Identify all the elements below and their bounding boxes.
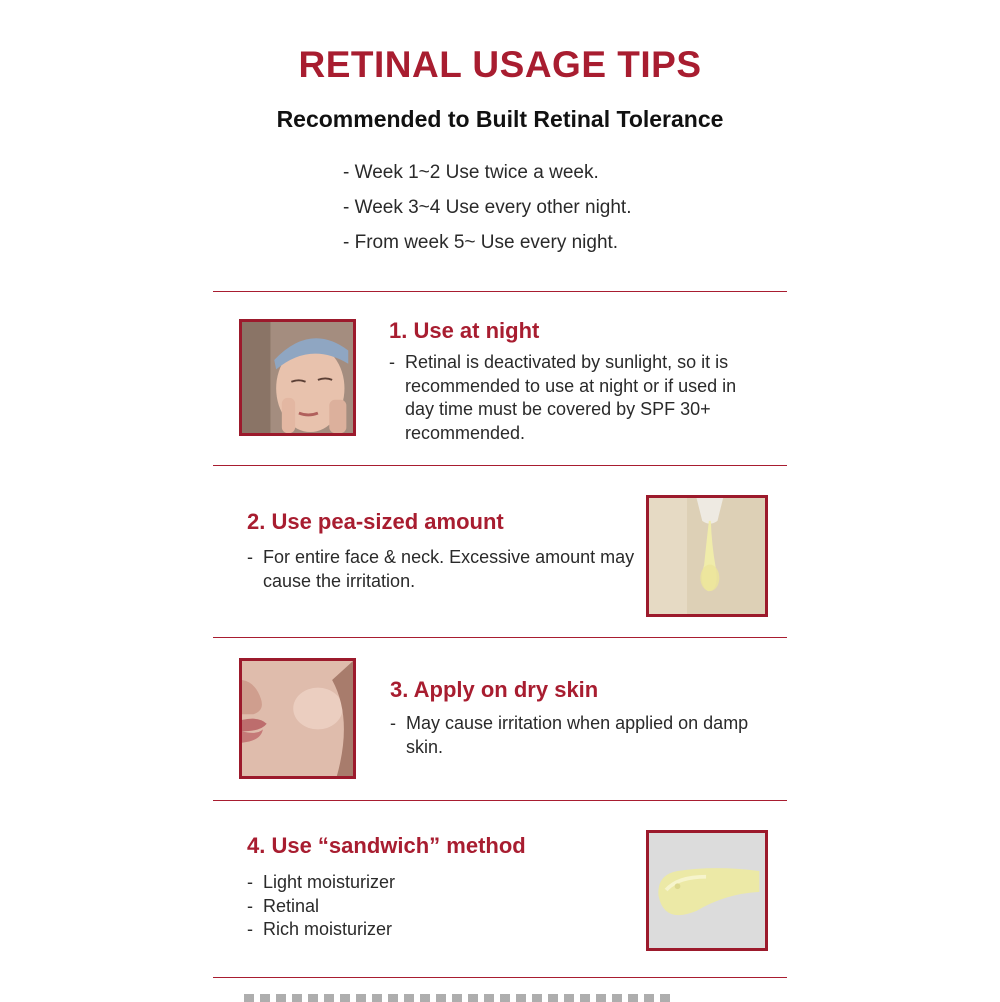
- schedule-item: - Week 1~2 Use twice a week.: [343, 162, 599, 183]
- tip-4-photo-cream-swatch: [646, 830, 768, 951]
- schedule-item: - Week 3~4 Use every other night.: [343, 197, 632, 218]
- sandwich-step: - Rich moisturizer: [247, 919, 393, 939]
- schedule-item: - From week 5~ Use every night.: [343, 232, 619, 253]
- tip-1-photo-face-night: [239, 319, 356, 436]
- tip-1-body: - Retinal is deactivated by sunlight, so it is recommended to use at night or if used in day time must be covered by SPF 30+ recommended.: [389, 351, 759, 445]
- tip-2-heading: 2. Use pea-sized amount: [247, 509, 504, 534]
- tip-2-text: For entire face & neck. Excessive amount may cause the irritation.: [263, 547, 635, 591]
- tip-4-steps: [247, 871, 547, 942]
- divider: [213, 465, 787, 466]
- tip-3-heading: 3. Apply on dry skin: [390, 677, 599, 702]
- tolerance-schedule: [343, 155, 632, 260]
- tip-3-photo-skin-closeup: [239, 658, 356, 779]
- sandwich-step: - Retinal: [247, 895, 320, 916]
- divider: [213, 800, 787, 801]
- tip-3-body: - May cause irritation when applied on damp skin.: [390, 712, 760, 759]
- page-subtitle: Recommended to Built Retinal Tolerance: [276, 106, 724, 132]
- page-title: RETINAL USAGE TIPS: [298, 44, 702, 85]
- tip-2-photo-serum-drop: [646, 495, 768, 617]
- tip-4-heading: 4. Use “sandwich” method: [247, 833, 526, 858]
- tip-2-body: - For entire face & neck. Excessive amount may cause the irritation.: [247, 546, 637, 593]
- tip-1-text: Retinal is deactivated by sunlight, so it is recommended to use at night or if used in day time must be covered by SPF 30+ recommended.: [405, 352, 737, 443]
- divider: [213, 291, 787, 292]
- tip-3-text: May cause irritation when applied on damp skin.: [406, 713, 749, 757]
- tip-1-heading: 1. Use at night: [389, 318, 540, 343]
- divider: [213, 977, 787, 978]
- sandwich-step: - Light moisturizer: [247, 872, 396, 892]
- divider: [213, 637, 787, 638]
- cropped-footer-text: [244, 994, 674, 1002]
